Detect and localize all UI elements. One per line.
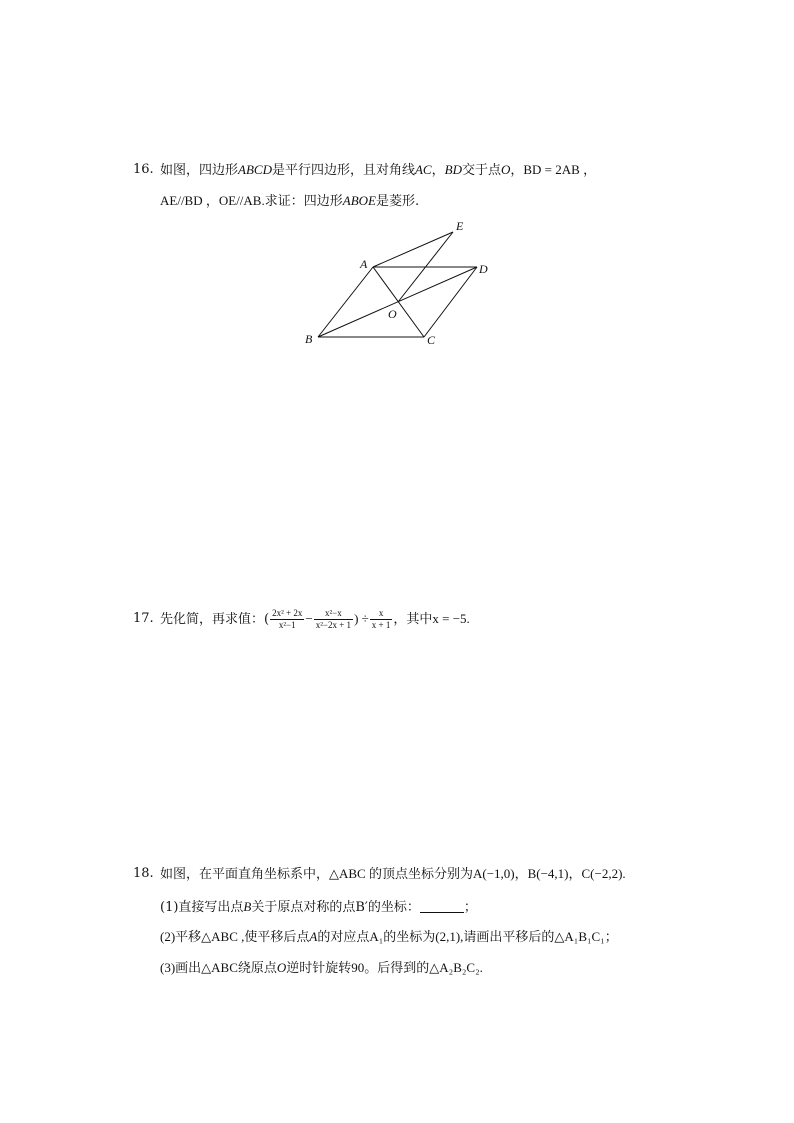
label-A: A bbox=[360, 257, 368, 271]
label-O: O bbox=[388, 307, 397, 321]
question-18-part-3: (3)画出△ABC绕原点O逆时针旋转90。后得到的△A₂B₂C₂. bbox=[160, 960, 483, 975]
segment-BA bbox=[318, 267, 373, 337]
label-B: B bbox=[305, 332, 313, 346]
question-16-line-1: 如图，四边形ABCD是平行四边形，且对角线AC，BD交于点O，BD = 2AB ， bbox=[160, 162, 597, 178]
parallelogram-figure bbox=[295, 212, 505, 352]
fraction-3: $\frac{x}{x + 1}$ bbox=[371, 608, 391, 630]
question-18-part-1: (1)直接写出点B关于原点对称的点B′的坐标： ； bbox=[160, 899, 477, 915]
label-C: C bbox=[427, 333, 436, 347]
label-E: E bbox=[456, 219, 464, 233]
question-18-number: 18. bbox=[133, 866, 154, 881]
question-18-line-1: 如图，在平面直角坐标系中，△ABC 的顶点坐标分别为A(−1,0)，B(−4,1)，C(−2,2). bbox=[160, 866, 626, 881]
label-D: D bbox=[479, 262, 488, 276]
question-16-number: 16. bbox=[133, 162, 154, 177]
fraction-2: $\frac{\text{x²−x}}{\text{x²−2x + 1}}$ bbox=[315, 608, 352, 630]
question-17-expression: 先化简，再求值：( $\frac{\text{2x² + 2x}}{\text{x²−1}}$ − $\frac{\text{x²−x}}{\text{x²−2x + 1}}$ ) ÷ $\frac{x}{x + 1}$ ，其中x = −5. bbox=[160, 608, 470, 630]
fraction-1: $\frac{\text{2x² + 2x}}{\text{x²−1}}$ bbox=[272, 608, 303, 630]
segment-DC bbox=[424, 267, 477, 337]
segment-AE bbox=[373, 232, 453, 267]
question-18-part-2: (2)平移△ABC ,使平移后点A的对应点A₁的坐标为(2,1),请画出平移后的△A₁B₁C₁； bbox=[160, 929, 618, 944]
question-16-line-2: AE//BD ，OE//AB.求证：四边形ABOE是菱形. bbox=[160, 193, 420, 209]
question-17-number: 17. bbox=[133, 611, 154, 626]
diagonal-BD bbox=[318, 267, 477, 337]
answer-blank bbox=[420, 899, 464, 913]
